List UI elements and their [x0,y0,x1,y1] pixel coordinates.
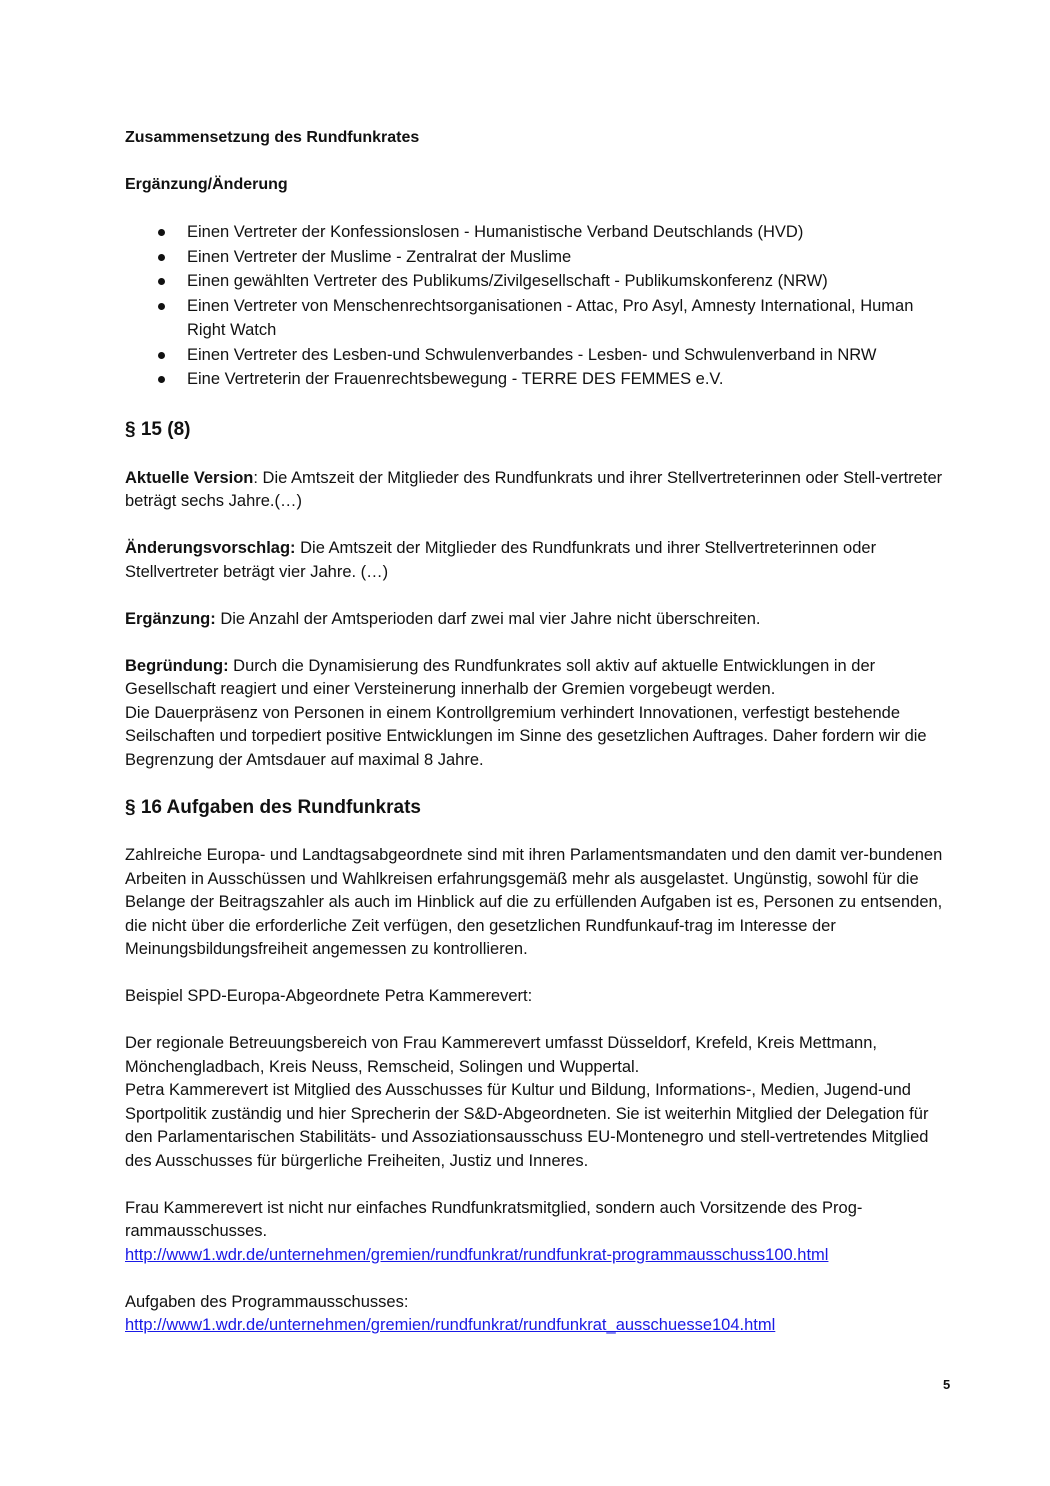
reason-paragraph-continued: Die Dauerpräsenz von Personen in einem Kontrollgremium verhindert Innovationen, verfestigt bestehende Seilschaften und torpediert positive Entwicklungen im Sinne des gesetzlichen Auftrages. Daher fordern wir die Begrenzung der Amtsdauer auf maximal 8 Jahre. [125,703,927,769]
current-version-paragraph [125,467,955,514]
proposal-label: Änderungsvorschlag: [125,539,296,557]
representatives-list [125,220,955,392]
link-ausschuesse-line [125,1314,955,1338]
list-item [125,269,955,294]
heading-supplement: Ergänzung/Änderung [125,176,288,193]
page-content [125,126,955,1338]
bullet-icon [158,278,165,285]
bullet-icon [158,352,165,359]
link-ausschuesse[interactable]: http://www1.wdr.de/unternehmen/gremien/rundfunkrat/rundfunkrat_ausschuesse104.html [125,1316,776,1334]
list-item-text: Einen Vertreter der Konfessionslosen - Humanistische Verband Deutschlands (HVD) [187,223,804,241]
section-15-heading: § 15 (8) [125,418,191,440]
section-16-paragraph-1: Zahlreiche Europa- und Landtagsabgeordnete sind mit ihren Parlamentsmandaten und den damit ver-bundenen Arbeiten in Ausschüssen und Wahlkreisen erfahrungsgemäß mehr als ausgelastet. Ungünstig, sowohl für die Belange der Beitragszahler als auch im Hinblick auf die zu erfüllenden Aufgaben ist es, Personen zu entsenden, die nicht über die erforderliche Zeit verfügen, den gesetzlichen Rundfunkauf-trag im Interesse der Meinungsbildungsfreiheit angemessen zu kontrollieren. [125,846,943,958]
bullet-icon [158,229,165,236]
page-number: 5 [943,1377,951,1392]
current-version-text: : Die Amtszeit der Mitglieder des Rundfunkrats und ihrer Stellvertreterinnen oder Stell-vertreter beträgt sechs Jahre.(…) [125,468,943,510]
list-item-text: Eine Vertreterin der Frauenrechtsbewegung - TERRE DES FEMMES e.V. [187,370,724,388]
supplement-label: Ergänzung: [125,609,216,628]
bullet-icon [158,303,165,310]
reason-text: Durch die Dynamisierung des Rundfunkrates soll aktiv auf aktuelle Entwicklungen in der Gesellschaft reagiert und einer Versteinerung innerhalb der Gremien vorgebeugt werden. [125,656,876,698]
list-item [125,343,955,368]
bullet-icon [158,254,165,261]
section-16-paragraph-5: Frau Kammerevert ist nicht nur einfaches Rundfunkratsmitglied, sondern auch Vorsitzende des Prog-rammausschusses. [125,1198,863,1240]
heading-composition: Zusammensetzung des Rundfunkrates [125,129,420,146]
supplement-text: Die Anzahl der Amtsperioden darf zwei mal vier Jahre nicht überschreiten. [215,609,761,628]
link-programmausschuss[interactable]: http://www1.wdr.de/unternehmen/gremien/rundfunkrat/rundfunkrat-programmausschuss100.html [125,1245,829,1264]
list-item [125,294,955,343]
link-programmausschuss-line [125,1244,955,1268]
list-item-text: Einen gewählten Vertreter des Publikums/Zivilgesellschaft - Publikumskonferenz (NRW) [187,272,828,290]
list-item [125,245,955,270]
list-item-text: Einen Vertreter des Lesben-und Schwulenverbandes - Lesben- und Schwulenverband in NRW [187,345,877,364]
supplement-paragraph [125,608,955,632]
list-item-text: Einen Vertreter von Menschenrechtsorganisationen - Attac, Pro Asyl, Amnesty International, Human Right Watch [187,296,914,339]
current-version-label: Aktuelle Version [125,468,254,487]
section-16-paragraph-2: Beispiel SPD-Europa-Abgeordnete Petra Kammerevert: [125,987,533,1005]
section-16-paragraph-6: Aufgaben des Programmausschusses: [125,1292,409,1311]
list-item [125,367,955,392]
list-item-text: Einen Vertreter der Muslime - Zentralrat der Muslime [187,247,572,266]
reason-paragraph [125,655,955,702]
bullet-icon [158,376,165,383]
list-item [125,220,955,245]
section-16-paragraph-3: Der regionale Betreuungsbereich von Frau Kammerevert umfasst Düsseldorf, Krefeld, Kreis Mettmann, Mönchengladbach, Kreis Neuss, Remscheid, Solingen und Wuppertal. [125,1034,877,1076]
proposal-text: Die Amtszeit der Mitglieder des Rundfunkrats und ihrer Stellvertreterinnen oder Stellvertreter beträgt vier Jahre. (…) [125,539,877,581]
section-16-heading: § 16 Aufgaben des Rundfunkrats [125,797,421,818]
section-16-paragraph-4: Petra Kammerevert ist Mitglied des Ausschusses für Kultur und Bildung, Informations-, Medien, Jugend-und Sportpolitik zuständig und hier Sprecherin der S&D-Abgeordneten. Sie ist weiterhin Mitglied der Delegation für den Parlamentarischen Stabilitäts- und Assoziationsausschuss EU-Montenegro und stell-vertretendes Mitglied des Ausschusses für bürgerliche Freiheiten, Justiz und Inneres. [125,1081,929,1170]
reason-label: Begründung: [125,656,229,675]
proposal-paragraph [125,537,955,584]
